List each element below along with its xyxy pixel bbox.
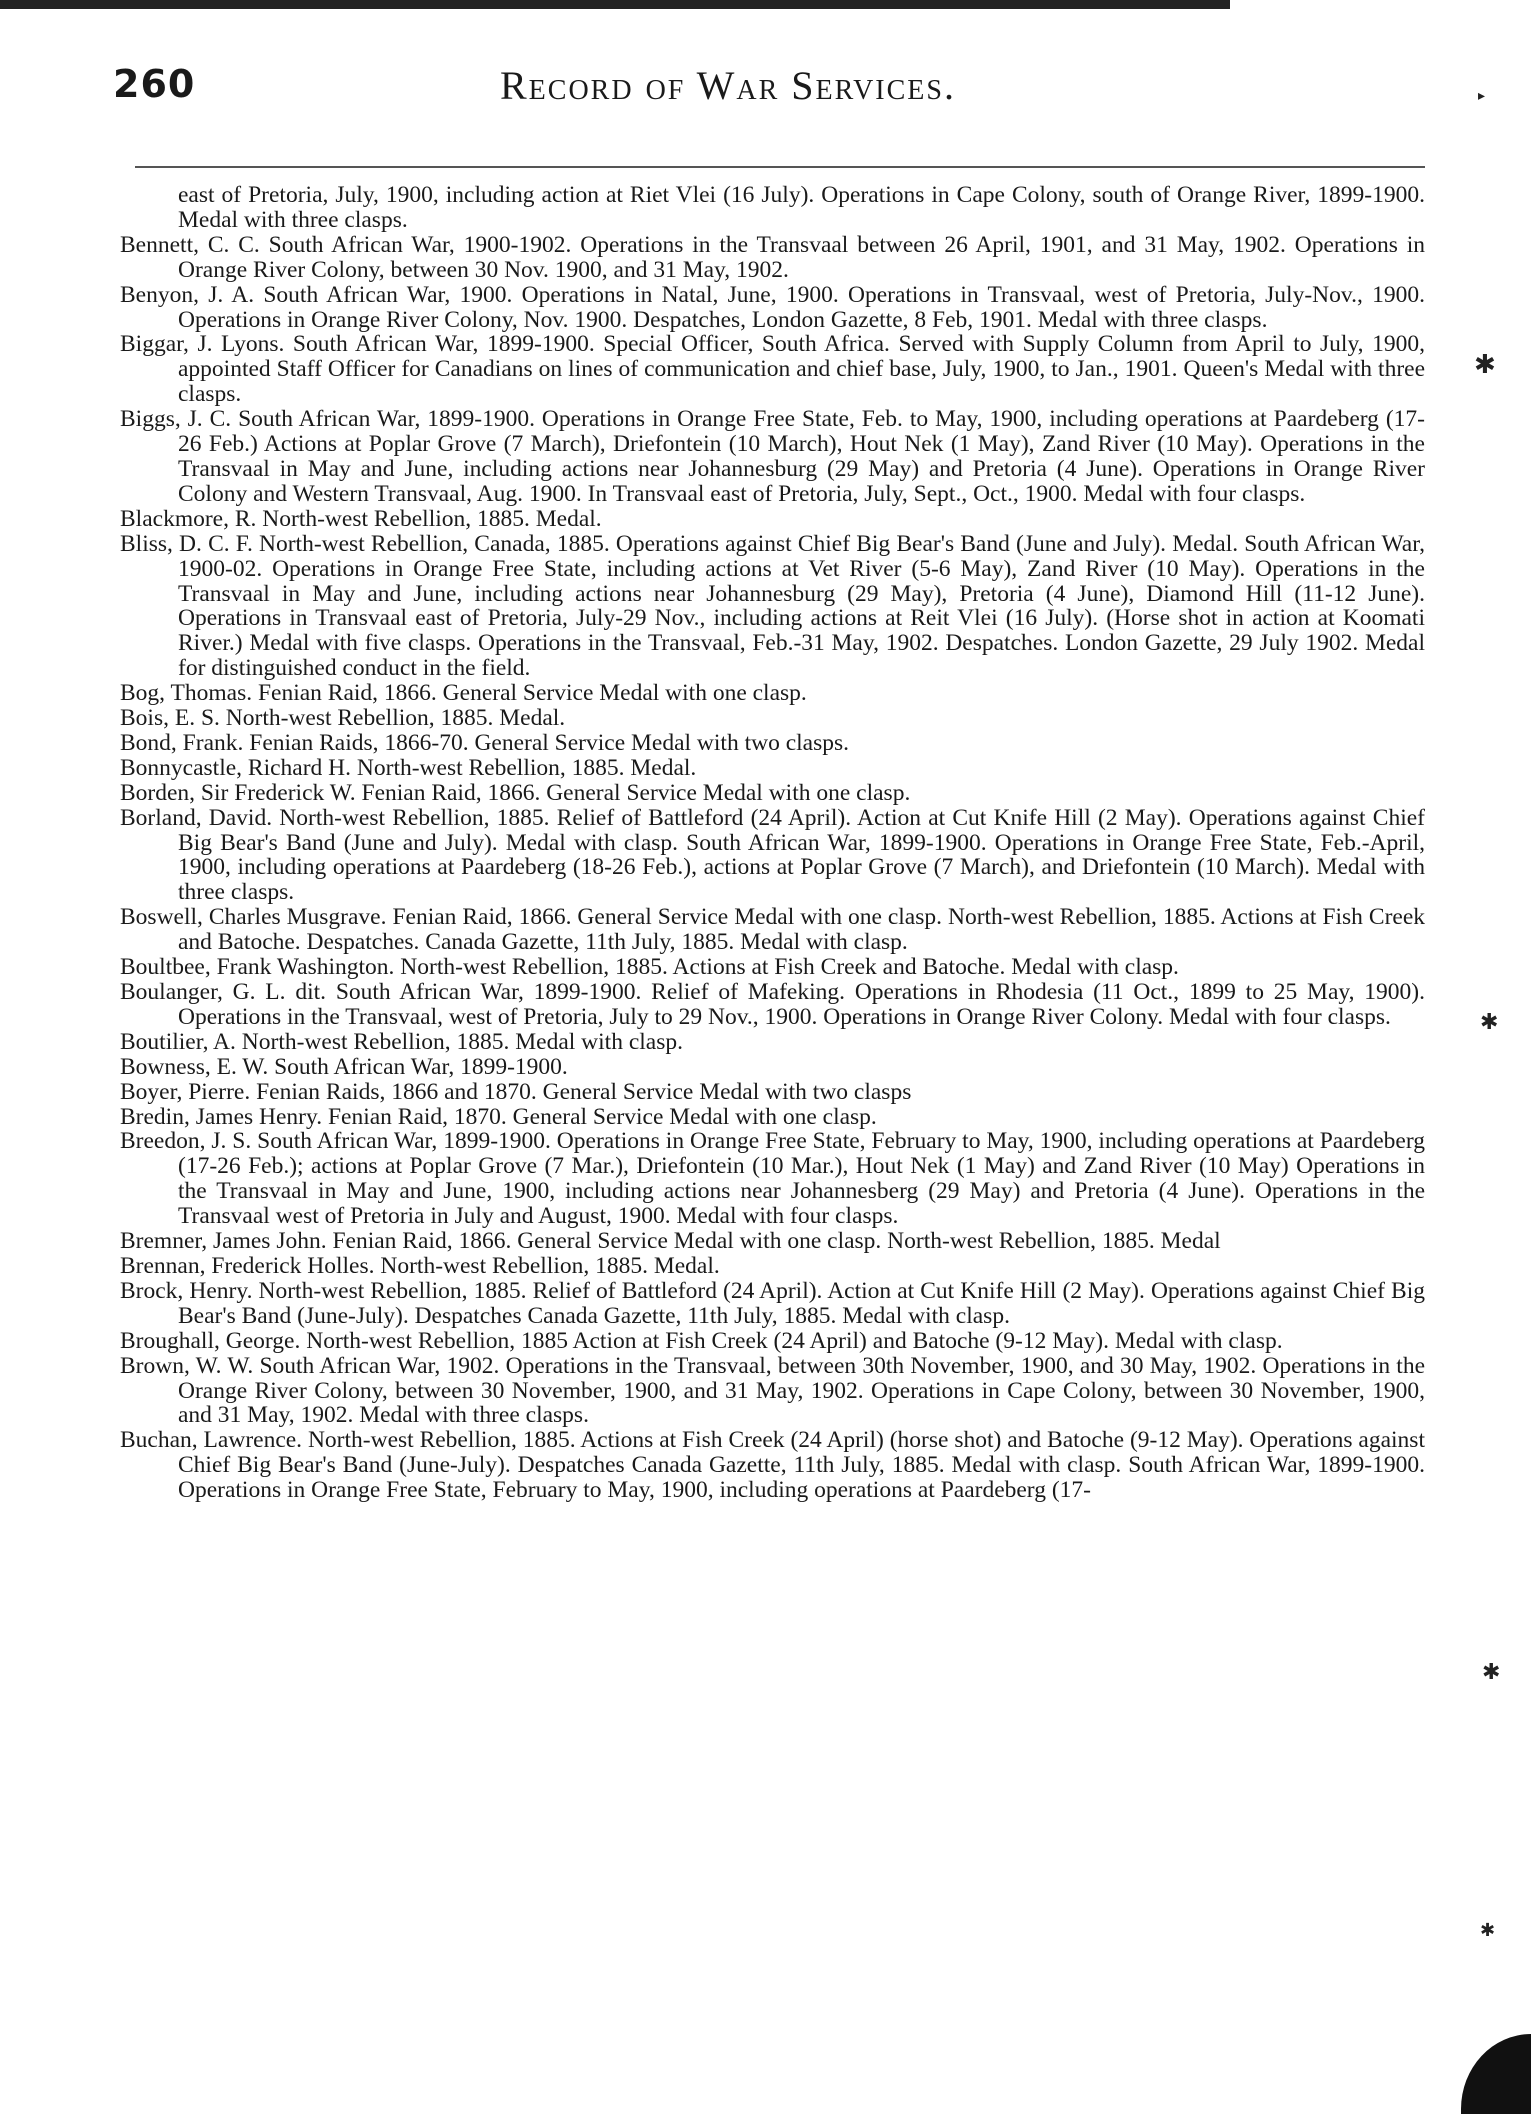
- top-border-line: [0, 0, 1230, 9]
- list-item: Breedon, J. S. South African War, 1899-1900. Operations in Orange Free State, February to May, 1900, including operations at Paardeberg (17-26 Feb.); actions at Poplar Grove (7 Mar.), Driefontein (10 Mar.), Hout Nek (1 May) and Zand River (10 May) Operations in the Transvaal in May and June, 1900, including actions near Johannesberg (29 May) and Pretoria (4 June). Operations in the Transvaal west of Pretoria in July and August, 1900. Medal with four clasps.: [120, 1128, 1425, 1230]
- list-item: east of Pretoria, July, 1900, including action at Riet Vlei (16 July). Operations in Cape Colony, south of Orange River, 1899-1900. Medal with three clasps.: [178, 182, 1425, 233]
- list-item: Brown, W. W. South African War, 1902. Operations in the Transvaal, between 30th November, 1900, and 30 May, 1902. Operations in the Orange River Colony, between 30 November, 1900, and 31 May, 1902. Operations in Cape Colony, between 30 November, 1900, and 31 May, 1902. Medal with three clasps.: [120, 1352, 1425, 1429]
- list-item: Benyon, J. A. South African War, 1900. Operations in Natal, June, 1900. Operations in Transvaal, west of Pretoria, July-Nov., 1900. Operations in Orange River Colony, Nov. 1900. Despatches, London Gazette, 8 Feb, 1901. Medal with three clasps.: [120, 281, 1425, 333]
- list-item: Brock, Henry. North-west Rebellion, 1885. Relief of Battleford (24 April). Action at Cut Knife Hill (2 May). Operations against Chief Big Bear's Band (June-July). Despatches Canada Gazette, 11th July, 1885. Medal with clasp.: [120, 1277, 1425, 1329]
- list-item: Borden, Sir Frederick W. Fenian Raid, 1866. General Service Medal with one clasp.: [120, 779, 911, 806]
- list-item: Bonnycastle, Richard H. North-west Rebellion, 1885. Medal.: [120, 754, 697, 781]
- list-item: Bond, Frank. Fenian Raids, 1866-70. General Service Medal with two clasps.: [120, 729, 850, 756]
- list-item: Broughall, George. North-west Rebellion, 1885 Action at Fish Creek (24 April) and Batoche (9-12 May). Medal with clasp.: [120, 1327, 1283, 1354]
- page-number: 260: [113, 62, 196, 106]
- list-item: Bliss, D. C. F. North-west Rebellion, Canada, 1885. Operations against Chief Big Bear's Band (June and July). Medal. South African War, 1900-02. Operations in Orange Free State, including actions at Vet River (5-6 May), Zand River (10 May). Operations in the Transvaal in May and June, including actions near Johannesburg (29 May), Pretoria (4 June), Diamond Hill (11-12 June). Operations in Transvaal east of Pretoria, July-29 Nov., including actions at Reit Vlei (16 July). (Horse shot in action at Koomati River.) Medal with five clasps. Operations in the Transvaal, Feb.-31 May, 1902. Despatches. London Gazette, 29 July 1902. Medal for distinguished conduct in the field.: [120, 530, 1425, 682]
- list-item: Biggar, J. Lyons. South African War, 1899-1900. Special Officer, South Africa. Served with Supply Column from April to July, 1900, appointed Staff Officer for Canadians on lines of communication and chief base, July, 1900, to Jan., 1901. Queen's Medal with three clasps.: [120, 331, 1425, 408]
- list-item: Boulanger, G. L. dit. South African War, 1899-1900. Relief of Mafeking. Operations in Rhodesia (11 Oct., 1899 to 25 May, 1900). Operations in the Transvaal, west of Pretoria, July to 29 Nov., 1900. Operations in Orange River Colony. Medal with four clasps.: [120, 979, 1425, 1030]
- list-item: Boutilier, A. North-west Rebellion, 1885. Medal with clasp.: [120, 1028, 683, 1055]
- list-item: Buchan, Lawrence. North-west Rebellion, 1885. Actions at Fish Creek (24 April) (horse shot) and Batoche (9-12 May). Operations against Chief Big Bear's Band (June-July). Despatches Canada Gazette, 11th July, 1885. Medal with clasp. South African War, 1899-1900. Operations in Orange Free State, February to May, 1900, including operations at Paardeberg (17-: [120, 1427, 1425, 1504]
- list-item: Boultbee, Frank Washington. North-west Rebellion, 1885. Actions at Fish Creek and Batoche. Medal with clasp.: [120, 954, 1179, 981]
- list-item: Boyer, Pierre. Fenian Raids, 1866 and 1870. General Service Medal with two clasps: [120, 1078, 912, 1105]
- list-item: Bremner, James John. Fenian Raid, 1866. General Service Medal with one clasp. North-west Rebellion, 1885. Medal: [120, 1228, 1221, 1255]
- list-item: Blackmore, R. North-west Rebellion, 1885. Medal.: [120, 505, 602, 532]
- list-item: Bog, Thomas. Fenian Raid, 1866. General Service Medal with one clasp.: [120, 680, 807, 707]
- header-rule: [135, 166, 1425, 168]
- list-item: Bennett, C. C. South African War, 1900-1902. Operations in the Transvaal between 26 April, 1901, and 31 May, 1902. Operations in Orange River Colony, between 30 Nov. 1900, and 31 May, 1902.: [120, 231, 1425, 283]
- scan-speck-icon: ▸: [1478, 88, 1486, 104]
- scan-speck-icon: ✱: [1480, 1920, 1496, 1941]
- list-item: Boswell, Charles Musgrave. Fenian Raid, 1866. General Service Medal with one clasp. North-west Rebellion, 1885. Actions at Fish Creek and Batoche. Despatches. Canada Gazette, 11th July, 1885. Medal with clasp.: [120, 904, 1425, 956]
- entries-list: [120, 183, 1425, 1503]
- scan-speck-icon: ✱: [1482, 1660, 1501, 1685]
- list-item: Bois, E. S. North-west Rebellion, 1885. Medal.: [120, 705, 566, 732]
- page-title: Record of War Services.: [500, 63, 956, 108]
- list-item: Biggs, J. C. South African War, 1899-1900. Operations in Orange Free State, Feb. to May, 1900, including operations at Paardeberg (17-26 Feb.) Actions at Poplar Grove (7 March), Driefontein (10 March), Hout Nek (1 May), Zand River (10 May). Operations in the Transvaal in May and June, including actions near Johannesburg (29 May) and Pretoria (4 June). Operations in Orange River Colony and Western Transvaal, Aug. 1900. In Transvaal east of Pretoria, July, Sept., Oct., 1900. Medal with four clasps.: [120, 406, 1425, 507]
- list-item: Brennan, Frederick Holles. North-west Rebellion, 1885. Medal.: [120, 1252, 720, 1279]
- list-item: Borland, David. North-west Rebellion, 1885. Relief of Battleford (24 April). Action at Cut Knife Hill (2 May). Operations against Chief Big Bear's Band (June and July). Medal with clasp. South African War, 1899-1900. Operations in Orange Free State, Feb.-April, 1900, including operations at Paardeberg (18-26 Feb.), actions at Poplar Grove (7 March), and Driefontein (10 March). Medal with three clasps.: [120, 804, 1425, 906]
- scan-speck-icon: ✱: [1480, 1010, 1499, 1035]
- list-item: Bowness, E. W. South African War, 1899-1900.: [120, 1053, 568, 1080]
- list-item: Bredin, James Henry. Fenian Raid, 1870. General Service Medal with one clasp.: [120, 1103, 877, 1130]
- scan-speck-icon: ✱: [1474, 350, 1496, 380]
- scan-corner-blot: [1461, 2034, 1531, 2114]
